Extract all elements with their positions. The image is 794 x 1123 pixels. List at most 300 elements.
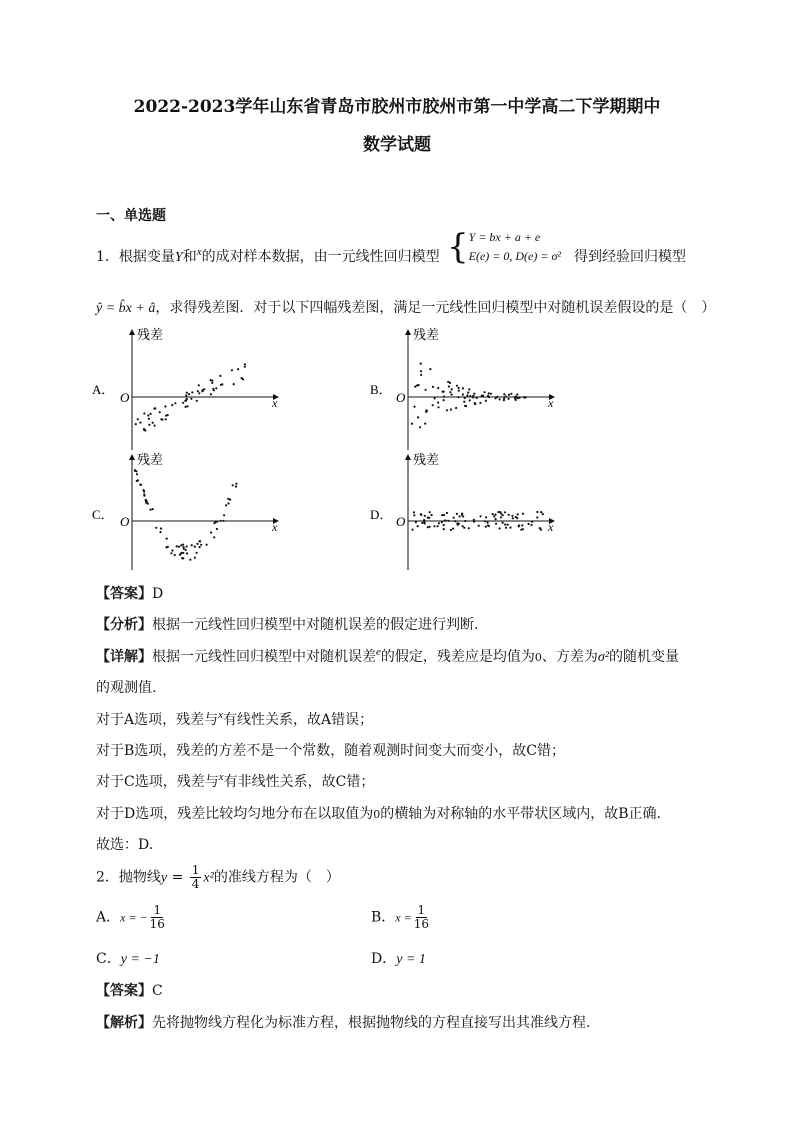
residual-point-b	[523, 397, 525, 399]
residual-point-b	[450, 408, 452, 410]
residual-point-b	[449, 382, 451, 384]
residual-point-d	[542, 513, 544, 515]
residual-point-c	[194, 557, 196, 559]
residual-point-b	[490, 393, 492, 395]
residual-point-c	[213, 536, 215, 538]
section-heading: 一、单选题	[96, 208, 166, 224]
residual-point-d	[509, 527, 511, 529]
residual-point-d	[456, 513, 458, 515]
residual-point-a	[152, 422, 154, 424]
residual-point-b	[515, 396, 517, 398]
residual-point-c	[227, 502, 229, 504]
residual-point-d	[492, 513, 494, 515]
residual-point-d	[463, 527, 465, 529]
plot-c-xlabel: x	[272, 520, 278, 534]
sigma-squared: σ²	[597, 650, 609, 665]
residual-point-d	[505, 527, 507, 529]
residual-point-a	[165, 418, 167, 420]
residual-point-b	[508, 394, 510, 396]
residual-point-a	[237, 368, 239, 370]
q1-answer	[96, 583, 163, 603]
q2-stem	[96, 864, 340, 891]
document-title-line2: 数学试题	[363, 135, 431, 155]
residual-point-a	[211, 380, 213, 382]
residual-point-a	[244, 363, 246, 365]
residual-point-d	[495, 518, 497, 520]
residual-point-a	[135, 423, 137, 425]
residual-point-c	[219, 520, 221, 522]
residual-point-d	[502, 522, 504, 524]
residual-point-d	[429, 511, 431, 513]
detail-tag: 【详解】	[96, 649, 152, 665]
residual-point-d	[531, 524, 533, 526]
residual-point-c	[140, 484, 142, 486]
residual-point-d	[493, 515, 495, 517]
residual-point-b	[484, 391, 486, 393]
var-x: x	[196, 246, 202, 258]
regression-model	[447, 228, 561, 266]
residual-point-c	[232, 484, 234, 486]
residual-point-b	[434, 397, 436, 399]
frac-den: 16	[413, 917, 430, 931]
residual-point-d	[511, 515, 513, 517]
q2-option-b	[371, 904, 431, 931]
frac-num: 1	[191, 863, 200, 877]
residual-point-d	[487, 522, 489, 524]
q1-option-a-explain	[96, 709, 373, 729]
residual-point-c	[235, 485, 237, 487]
residual-point-b	[505, 395, 507, 397]
document-title-line1: 2022-2023学年山东省青岛市胶州市胶州市第一中学高二下学期期中	[133, 97, 661, 117]
residual-point-d	[540, 529, 542, 531]
residual-point-d	[518, 525, 520, 527]
option-label: D．	[371, 951, 397, 967]
residual-point-d	[415, 521, 417, 523]
residual-point-b	[462, 387, 464, 389]
residual-point-d	[441, 521, 443, 523]
residual-point-c	[235, 483, 237, 485]
residual-point-c	[185, 549, 187, 551]
var-Y: Y	[174, 250, 183, 265]
residual-point-a	[196, 400, 198, 402]
residual-point-a	[213, 389, 215, 391]
residual-point-c	[183, 548, 185, 550]
model-line2: E(e) = 0, D(e) = σ²	[468, 249, 561, 263]
residual-point-c	[145, 500, 147, 502]
model-line1: Y = bx + a + e	[468, 230, 541, 244]
residual-point-d	[417, 525, 419, 527]
residual-point-b	[495, 397, 497, 399]
residual-point-d	[522, 528, 524, 530]
residual-point-b	[469, 399, 471, 401]
residual-point-b	[437, 402, 439, 404]
residual-point-a	[160, 418, 162, 420]
residual-point-c	[200, 544, 202, 546]
frac-den: 4	[191, 877, 200, 891]
residual-point-d	[413, 514, 415, 516]
residual-point-b	[420, 370, 422, 372]
residual-point-a	[198, 384, 200, 386]
residual-point-d	[411, 529, 413, 531]
residual-point-d	[424, 522, 426, 524]
q1-detail-line1	[96, 646, 679, 666]
residual-point-d	[508, 514, 510, 516]
residual-point-b	[411, 423, 413, 425]
residual-point-a	[202, 390, 204, 392]
residual-point-d	[528, 523, 530, 525]
residual-point-a	[148, 424, 150, 426]
fitted-model: ŷ = b̂x + â	[96, 301, 156, 316]
residual-point-d	[521, 524, 523, 526]
var-x: x	[218, 709, 224, 721]
q1-text: ，求得残差图．对于以下四幅残差图，满足一元线性回归模型中对随机误差假设的是（ ）	[155, 300, 716, 316]
residual-point-b	[510, 393, 512, 395]
residual-point-c	[196, 552, 198, 554]
residual-point-c	[179, 554, 181, 556]
plot-b-ylabel: 残差	[413, 327, 440, 342]
detail-text: 的假定，残差应是均值为	[380, 649, 535, 665]
q1-option-b-explain: 对于B选项，残差的方差不是一个常数，随着观测时间变大而变小，故C错；	[96, 743, 565, 759]
residual-point-d	[478, 525, 480, 527]
answer-tag: 【答案】	[96, 983, 152, 999]
residual-point-b	[485, 400, 487, 402]
residual-point-d	[495, 523, 497, 525]
residual-point-d	[464, 520, 466, 522]
fraction-one-quarter	[190, 864, 202, 891]
residual-point-a	[144, 429, 146, 431]
residual-point-b	[463, 401, 465, 403]
q2-option-d	[371, 948, 426, 968]
residual-point-a	[215, 387, 217, 389]
residual-point-c	[176, 545, 178, 547]
plot-b	[370, 327, 554, 450]
residual-point-c	[180, 552, 182, 554]
var-x: x	[218, 771, 224, 783]
residual-point-a	[231, 369, 233, 371]
residual-point-c	[206, 544, 208, 546]
residual-point-b	[425, 389, 427, 391]
residual-point-a	[139, 422, 141, 424]
residual-point-b	[455, 407, 457, 409]
option-lhs: x =	[395, 910, 412, 925]
residual-point-b	[437, 387, 439, 389]
q1-analysis	[96, 614, 478, 634]
analysis-text: 根据一元线性回归模型中对随机误差的假定进行判断.	[152, 617, 479, 633]
answer-tag: 【答案】	[96, 586, 152, 602]
residual-point-b	[432, 386, 434, 388]
value-zero: 0	[373, 808, 381, 821]
residual-point-d	[424, 515, 426, 517]
residual-point-b	[419, 426, 421, 428]
residual-point-d	[454, 520, 456, 522]
residual-point-c	[214, 521, 216, 523]
residual-point-b	[458, 387, 460, 389]
detail-text: 、方差为	[541, 649, 598, 665]
residual-point-d	[512, 517, 514, 519]
option-label: C．	[96, 951, 121, 967]
residual-point-b	[476, 397, 478, 399]
residual-point-d	[462, 525, 464, 527]
residual-point-c	[182, 557, 184, 559]
residual-point-a	[211, 382, 213, 384]
residual-point-d	[413, 511, 415, 513]
option-c-label: C．	[92, 507, 114, 522]
detail-text: 根据一元线性回归模型中对随机误差	[152, 649, 376, 665]
residual-point-c	[136, 473, 138, 475]
residual-point-c	[152, 508, 154, 510]
residual-point-b	[468, 388, 470, 390]
residual-point-c	[199, 546, 201, 548]
q1-text: 的成对样本数据，由一元线性回归模型	[201, 249, 440, 265]
residual-point-d	[480, 515, 482, 517]
residual-point-b	[507, 398, 509, 400]
residual-point-b	[432, 404, 434, 406]
answer-value: C	[152, 983, 163, 999]
residual-point-c	[134, 469, 136, 471]
explain-text: 对于A选项，残差与	[96, 712, 219, 728]
residual-point-d	[427, 517, 429, 519]
residual-point-a	[153, 408, 155, 410]
residual-point-b	[515, 399, 517, 401]
residual-point-b	[417, 416, 419, 418]
residual-point-d	[458, 523, 460, 525]
residual-point-d	[459, 515, 461, 517]
q2-option-a	[96, 904, 167, 931]
plot-b-points	[411, 363, 527, 429]
option-d-label: D．	[370, 507, 393, 522]
residual-point-a	[210, 393, 212, 395]
residual-point-c	[186, 552, 188, 554]
residual-point-b	[451, 388, 453, 390]
option-label: A．	[96, 909, 121, 926]
explain-text: 有线性关系，故A错误；	[223, 712, 374, 728]
residual-point-b	[467, 392, 469, 394]
residual-point-d	[504, 511, 506, 513]
option-a-label: A．	[92, 382, 115, 397]
residual-point-d	[462, 515, 464, 517]
option-value: y = 1	[396, 952, 426, 967]
q2-text: 的准线方程为（ ）	[213, 869, 340, 886]
residual-point-d	[484, 520, 486, 522]
residual-point-a	[188, 393, 190, 395]
residual-point-b	[496, 396, 498, 398]
q1-text: 1．根据变量	[96, 249, 175, 265]
var-y: y	[160, 870, 168, 886]
residual-point-c	[196, 543, 198, 545]
residual-point-b	[516, 393, 518, 395]
residual-point-d	[429, 526, 431, 528]
q1-text-and: 和	[182, 249, 197, 265]
residual-point-d	[437, 525, 439, 527]
residual-point-d	[485, 516, 487, 518]
residual-point-d	[515, 516, 517, 518]
var-e: e	[376, 646, 381, 658]
residual-point-d	[531, 521, 533, 523]
residual-point-b	[424, 423, 426, 425]
residual-point-a	[148, 418, 150, 420]
residual-point-a	[186, 398, 188, 400]
brace-symbol: {	[447, 227, 469, 267]
residual-point-a	[164, 405, 166, 407]
residual-point-a	[150, 413, 152, 415]
residual-point-b	[469, 395, 471, 397]
residual-point-a	[174, 402, 176, 404]
explain-text: 对于D选项，残差比较均匀地分布在以取值为	[96, 806, 374, 822]
residual-point-d	[444, 520, 446, 522]
q1-stem-line1-end: 得到经验回归模型	[574, 249, 686, 265]
residual-point-d	[487, 524, 489, 526]
equals-sign: =	[167, 869, 188, 886]
residual-point-c	[143, 495, 145, 497]
residual-point-d	[507, 524, 509, 526]
residual-point-b	[449, 391, 451, 393]
residual-point-a	[190, 398, 192, 400]
residual-point-b	[464, 397, 466, 399]
q1-option-c-explain	[96, 771, 374, 791]
residual-point-a	[186, 392, 188, 394]
residual-point-d	[485, 526, 487, 528]
residual-point-d	[468, 527, 470, 529]
residual-point-c	[160, 527, 162, 529]
residual-point-d	[517, 513, 519, 515]
residual-point-a	[241, 377, 243, 379]
residual-point-a	[143, 412, 145, 414]
frac-num: 1	[153, 903, 162, 917]
plot-a-origin: O	[120, 390, 130, 405]
plot-d-origin: O	[396, 514, 406, 529]
q2-text: 2．抛物线	[96, 869, 161, 886]
q1-stem-line1	[96, 246, 440, 266]
residual-point-c	[182, 544, 184, 546]
residual-point-b	[443, 391, 445, 393]
residual-point-b	[416, 384, 418, 386]
residual-point-c	[186, 545, 188, 547]
option-label: B．	[371, 909, 396, 926]
residual-point-a	[159, 411, 161, 413]
residual-point-d	[420, 513, 422, 515]
plot-b-xlabel: x	[548, 396, 554, 410]
solution-tag: 【解析】	[96, 1015, 152, 1031]
detail-text: 的随机变量	[609, 649, 679, 665]
residual-point-d	[433, 525, 435, 527]
residual-point-b	[458, 390, 460, 392]
q1-detail-line2: 的观测值.	[96, 680, 157, 696]
residual-point-a	[233, 383, 235, 385]
residual-point-c	[194, 546, 196, 548]
residual-point-c	[199, 540, 201, 542]
plot-c-points	[134, 469, 238, 561]
residual-point-b	[474, 403, 476, 405]
residual-point-c	[159, 531, 161, 533]
residual-point-b	[443, 396, 445, 398]
explain-text: 的横轴为对称轴的水平带状区域内，故B正确.	[380, 806, 661, 822]
residual-point-d	[443, 514, 445, 516]
residual-point-a	[197, 390, 199, 392]
residual-point-b	[465, 405, 467, 407]
solution-text: 先将抛物线方程化为标准方程，根据抛物线的方程直接写出其准线方程.	[152, 1015, 591, 1031]
residual-point-c	[225, 504, 227, 506]
plot-b-origin: O	[396, 390, 406, 405]
residual-point-d	[536, 511, 538, 513]
residual-point-c	[149, 509, 151, 511]
frac-num: 1	[417, 903, 426, 917]
plot-c-ylabel: 残差	[137, 452, 164, 467]
residual-point-a	[220, 384, 222, 386]
residual-point-d	[450, 529, 452, 531]
residual-point-d	[446, 512, 448, 514]
residual-point-d	[540, 511, 542, 513]
residual-point-c	[210, 531, 212, 533]
residual-point-d	[499, 511, 501, 513]
residual-plots	[90, 325, 570, 580]
residual-point-b	[429, 368, 431, 370]
residual-point-a	[198, 392, 200, 394]
residual-point-d	[431, 514, 433, 516]
residual-point-d	[461, 514, 463, 516]
q1-option-d-explain	[96, 803, 661, 823]
residual-point-b	[451, 394, 453, 396]
residual-point-c	[178, 546, 180, 548]
residual-point-c	[216, 528, 218, 530]
residual-point-d	[536, 516, 538, 518]
q1-stem-line2	[96, 297, 715, 317]
plot-a-ylabel: 残差	[137, 327, 164, 342]
residual-point-b	[462, 393, 464, 395]
residual-point-a	[171, 404, 173, 406]
residual-point-b	[420, 374, 422, 376]
residual-point-b	[437, 406, 439, 408]
residual-point-c	[166, 538, 168, 540]
residual-point-c	[155, 527, 157, 529]
residual-point-a	[203, 388, 205, 390]
residual-point-d	[443, 528, 445, 530]
fraction	[414, 904, 429, 931]
residual-point-d	[522, 513, 524, 515]
residual-point-c	[170, 552, 172, 554]
residual-point-d	[497, 511, 499, 513]
residual-point-d	[438, 522, 440, 524]
residual-point-c	[136, 480, 138, 482]
residual-point-a	[191, 391, 193, 393]
q2-solution	[96, 1012, 590, 1032]
residual-point-d	[453, 517, 455, 519]
residual-point-a	[154, 425, 156, 427]
answer-value: D	[152, 586, 164, 602]
value-zero: 0	[534, 651, 542, 664]
residual-point-b	[487, 395, 489, 397]
residual-point-c	[191, 544, 193, 546]
residual-point-b	[420, 363, 422, 365]
residual-point-c	[174, 554, 176, 556]
residual-point-d	[499, 527, 501, 529]
residual-point-a	[184, 400, 186, 402]
fraction	[150, 904, 165, 931]
residual-point-b	[488, 392, 490, 394]
residual-point-c	[143, 489, 145, 491]
residual-point-d	[421, 522, 423, 524]
residual-point-b	[482, 395, 484, 397]
plot-d-xlabel: x	[548, 520, 554, 534]
residual-point-c	[229, 499, 231, 501]
explain-text: 对于C选项，残差与	[96, 774, 219, 790]
residual-point-c	[189, 559, 191, 561]
residual-point-b	[479, 402, 481, 404]
frac-den: 16	[149, 917, 165, 931]
residual-point-d	[447, 520, 449, 522]
residual-point-b	[503, 393, 505, 395]
residual-point-c	[223, 514, 225, 516]
residual-point-d	[473, 521, 475, 523]
